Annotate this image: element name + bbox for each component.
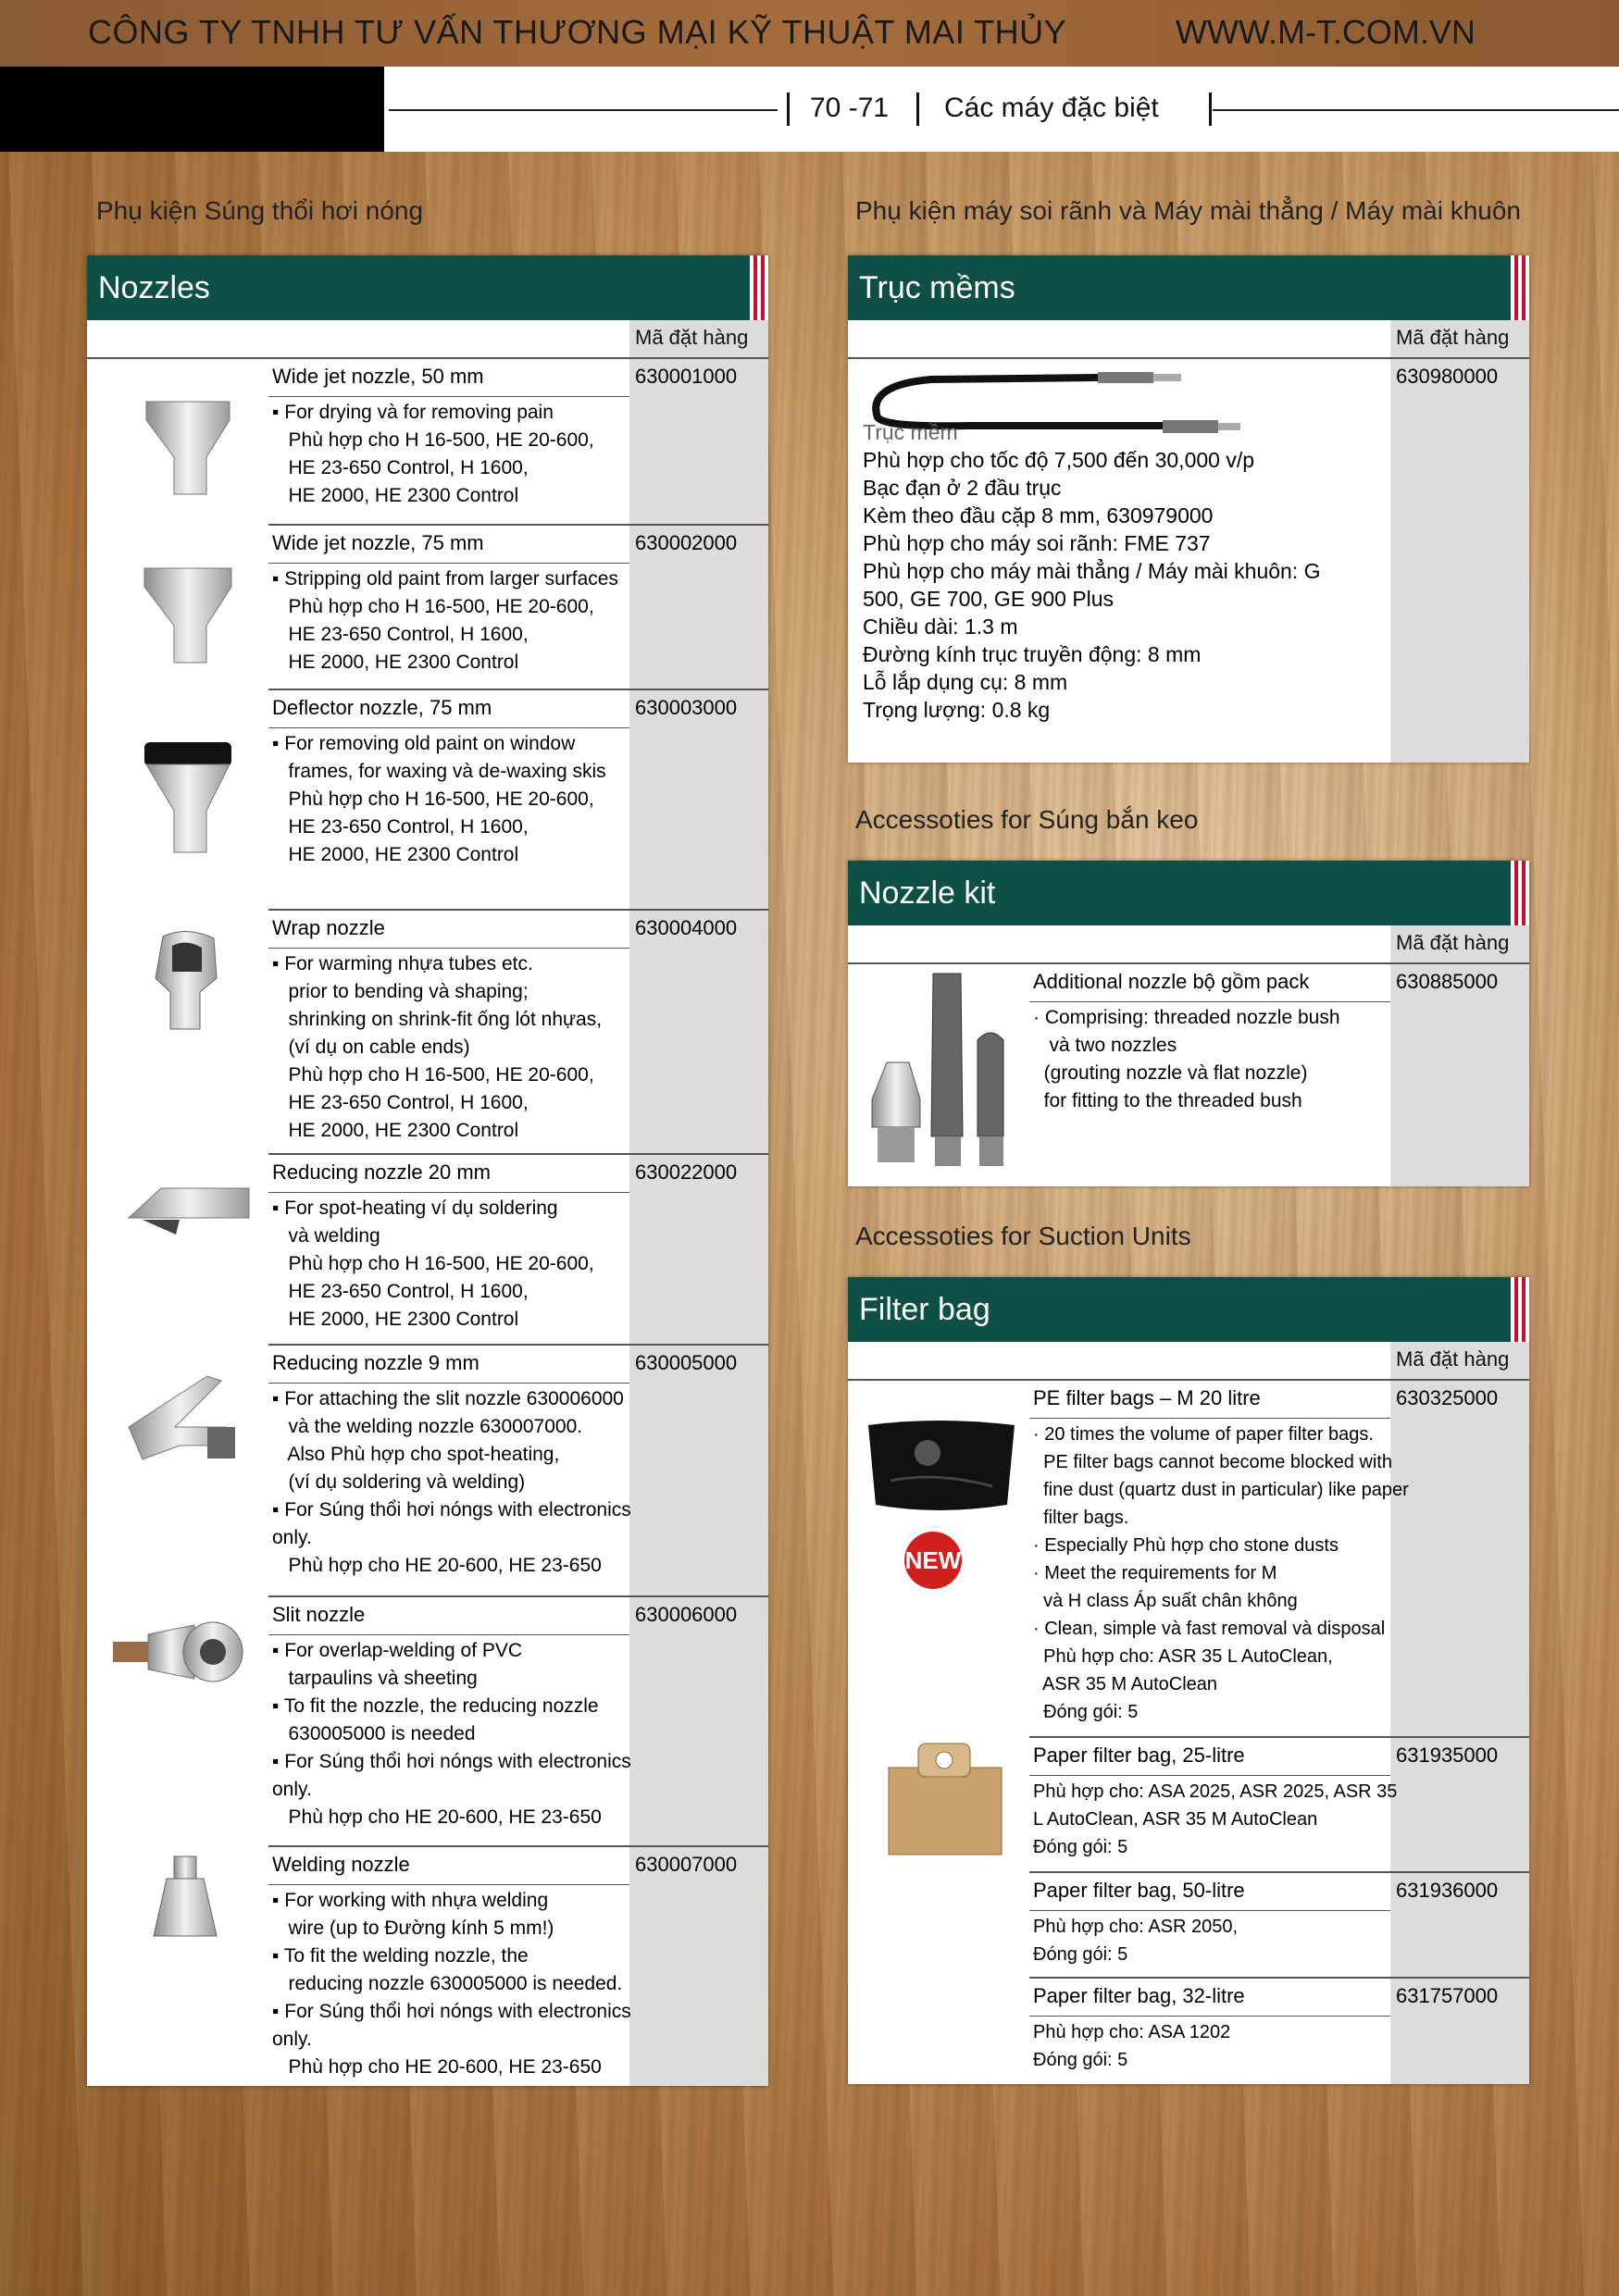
product-description: ▪ For spot-heating ví dụ soldering và welding Phù hợp cho H 16-500, HE 20-600, HE 23-650 Control, H 1600, HE 2000, HE 2300 Control — [272, 1198, 594, 1330]
filter-bag-panel — [848, 1277, 1529, 2084]
product-title: Deflector nozzle, 75 mm — [272, 696, 492, 719]
divider — [1029, 1977, 1529, 1979]
deflector-nozzle-image — [137, 737, 239, 857]
divider — [268, 727, 629, 728]
divider — [268, 1884, 629, 1885]
divider — [848, 1379, 1529, 1381]
product-title: Reducing nozzle 20 mm — [272, 1160, 492, 1184]
slit-nozzle-image — [111, 1607, 250, 1690]
flexible-shaft-panel — [848, 255, 1529, 763]
code-header: Mã đặt hàng — [635, 326, 749, 349]
product-description: Phù hợp cho: ASA 2025, ASR 2025, ASR 35 L AutoClean, ASR 35 M AutoClean Đóng gói: 5 — [1033, 1781, 1398, 1857]
divider — [268, 948, 629, 949]
section-title-heat-gun: Phụ kiện Súng thổi hơi nóng — [96, 196, 424, 225]
header-separator — [916, 93, 919, 126]
panel-title: Nozzles — [98, 270, 210, 305]
product-title: Paper filter bag, 25-litre — [1033, 1744, 1245, 1767]
divider — [268, 689, 768, 690]
header-rule-left — [389, 109, 778, 111]
divider — [1029, 1418, 1390, 1419]
header-rule-right — [1213, 109, 1619, 111]
wrap-nozzle-image — [144, 927, 228, 1038]
product-title: Slit nozzle — [272, 1603, 366, 1626]
divider — [848, 357, 1529, 359]
divider — [268, 909, 768, 911]
order-code: 630022000 — [635, 1160, 738, 1184]
product-description: Phù hợp cho: ASA 1202 Đóng gói: 5 — [1033, 2022, 1231, 2070]
panel-title: Nozzle kit — [859, 875, 996, 911]
product-description: ▪ For removing old paint on window frames, for waxing và de-waxing skis Phù hợp cho H 16-500, HE 20-600, HE 23-650 Control, H 1600, HE 2000, HE 2300 Control — [272, 733, 606, 865]
divider — [1029, 1001, 1390, 1002]
order-code: 631936000 — [1396, 1879, 1499, 1902]
order-code: 630980000 — [1396, 365, 1499, 388]
nozzles-panel — [87, 255, 768, 2086]
page-title: Các máy đặc biệt — [944, 93, 1159, 123]
code-column — [1390, 1342, 1529, 2084]
welding-nozzle-image — [148, 1851, 222, 1943]
product-title: Wide jet nozzle, 50 mm — [272, 365, 484, 388]
product-description: ▪ For working with nhựa welding wire (up to Đường kính 5 mm!) ▪ To fit the welding nozzle, the reducing nozzle 630005000 is needed. ▪ For Súng thổi hơi nóngs with electronics only. Phù hợp cho HE 20-600, HE 23-650 — [272, 1890, 631, 2078]
divider — [268, 396, 629, 397]
website-link[interactable]: WWW.M-T.COM.VN — [1176, 13, 1476, 51]
product-description: ▪ For drying và for removing pain Phù hợp cho H 16-500, HE 20-600, HE 23-650 Control, H 1600, HE 2000, HE 2300 Control — [272, 402, 594, 506]
product-description: ▪ For warming nhựa tubes etc. prior to bending và shaping; shrinking on shrink-fit ống lót nhựas, (ví dụ on cable ends) Phù hợp cho H 16-500, HE 20-600, HE 23-650 Control, H 1600, HE 2000, HE 2300 Control — [272, 953, 603, 1141]
product-title: Additional nozzle bộ gồm pack — [1033, 970, 1310, 993]
product-description: ▪ For attaching the slit nozzle 630006000 và the welding nozzle 630007000. Also Phù hợp cho spot-heating, (ví dụ soldering và welding) ▪ For Súng thổi hơi nóngs with electronics only. Phù hợp cho HE 20-600, HE 23-650 — [272, 1388, 631, 1576]
divider — [1029, 1736, 1529, 1738]
divider — [268, 563, 629, 564]
product-description: Phù hợp cho tốc độ 7,500 đến 30,000 v/p Bạc đạn ở 2 đầu trục Kèm theo đầu cặp 8 mm, 630979000 Phù hợp cho máy soi rãnh: FME 737 Phù hợp cho máy mài thẳng / Máy mài khuôn: G 500, GE 700, GE 900 Plus Chiều dài: 1.3 m Đường kính trục truyền động: 8 mm Lỗ lắp dụng cụ: 8 mm Trọng lượng: 0.8 kg — [863, 448, 1321, 722]
reducing-nozzle-20-image — [124, 1181, 254, 1246]
divider — [268, 524, 768, 526]
code-column — [629, 320, 768, 2086]
order-code: 630001000 — [635, 365, 738, 388]
divider — [848, 962, 1529, 964]
code-column — [1390, 925, 1529, 1186]
order-code: 630006000 — [635, 1603, 738, 1626]
company-name: CÔNG TY TNHH TƯ VẤN THƯƠNG MẠI KỸ THUẬT MAI THỦY — [88, 13, 1067, 51]
wide-jet-nozzle-50-image — [137, 392, 239, 503]
section-title-router: Phụ kiện máy soi rãnh và Máy mài thẳng / Máy mài khuôn — [855, 196, 1522, 225]
order-code: 630007000 — [635, 1853, 738, 1876]
wide-jet-nozzle-75-image — [137, 561, 239, 672]
order-code: 631935000 — [1396, 1744, 1499, 1767]
accent-stripes — [1511, 861, 1529, 925]
accent-stripes — [750, 255, 768, 320]
product-title: PE filter bags – M 20 litre — [1033, 1386, 1261, 1409]
accent-stripes — [1511, 1277, 1529, 1342]
order-code: 630005000 — [635, 1351, 738, 1374]
divider — [268, 1595, 768, 1597]
order-code: 630885000 — [1396, 970, 1499, 993]
reducing-nozzle-9-image — [124, 1362, 254, 1464]
header-black-block — [0, 67, 384, 152]
divider — [268, 1383, 629, 1384]
product-title: Welding nozzle — [272, 1853, 410, 1876]
divider — [268, 1153, 768, 1155]
pe-filter-bag-image — [863, 1416, 1020, 1518]
nozzle-kit-image — [868, 970, 1016, 1173]
divider — [1029, 2016, 1390, 2017]
divider — [1029, 1871, 1529, 1873]
nozzle-kit-panel — [848, 861, 1529, 1186]
product-description: · 20 times the volume of paper filter bags. PE filter bags cannot become blocked with fine dust (quartz dust in particular) like paper filter bags. · Especially Phù hợp cho stone dusts · Meet the requirements for M và H class Áp suất chân không · Clean, simple và fast removal và disposal Phù hợp cho: ASR 35 L AutoClean, ASR 35 M AutoClean Đóng gói: 5 — [1033, 1424, 1409, 1722]
product-label: Trục mềm — [863, 420, 958, 444]
header-separator — [1209, 93, 1212, 126]
panel-header — [848, 255, 1529, 320]
panel-header — [87, 255, 768, 320]
product-description: ▪ For overlap-welding of PVC tarpaulins và sheeting ▪ To fit the nozzle, the reducing nozzle 630005000 is needed ▪ For Súng thổi hơi nóngs with electronics only. Phù hợp cho HE 20-600, HE 23-650 — [272, 1640, 631, 1828]
order-code: 630004000 — [635, 916, 738, 939]
code-header: Mã đặt hàng — [1396, 1347, 1510, 1371]
header-separator — [787, 93, 790, 126]
product-description: · Comprising: threaded nozzle bush và two nozzles (grouting nozzle và flat nozzle) for fitting to the threaded bush — [1033, 1007, 1340, 1111]
product-title: Reducing nozzle 9 mm — [272, 1351, 479, 1374]
divider — [268, 1845, 768, 1847]
panel-header — [848, 1277, 1529, 1342]
product-description: Phù hợp cho: ASR 2050, Đóng gói: 5 — [1033, 1917, 1239, 1965]
code-header: Mã đặt hàng — [1396, 931, 1510, 954]
order-code: 630002000 — [635, 531, 738, 554]
divider — [268, 1344, 768, 1346]
product-title: Wrap nozzle — [272, 916, 385, 939]
divider — [268, 1192, 629, 1193]
section-title-glue-gun: Accessoties for Súng bắn keo — [855, 805, 1199, 834]
code-header: Mã đặt hàng — [1396, 326, 1510, 349]
panel-title: Trục mềms — [859, 270, 1015, 305]
page-numbers: 70 -71 — [810, 93, 890, 123]
panel-title: Filter bag — [859, 1292, 990, 1327]
product-description: ▪ Stripping old paint from larger surfaces Phù hợp cho H 16-500, HE 20-600, HE 23-650 Control, H 1600, HE 2000, HE 2300 Control — [272, 568, 618, 673]
order-code: 630325000 — [1396, 1386, 1499, 1409]
new-badge: NEW — [900, 1527, 966, 1594]
order-code: 630003000 — [635, 696, 738, 719]
divider — [268, 1634, 629, 1635]
divider — [1029, 1910, 1390, 1911]
accent-stripes — [1511, 255, 1529, 320]
divider — [87, 357, 768, 359]
panel-header — [848, 861, 1529, 925]
product-title: Wide jet nozzle, 75 mm — [272, 531, 484, 554]
product-title: Paper filter bag, 50-litre — [1033, 1879, 1245, 1902]
section-title-suction: Accessoties for Suction Units — [855, 1222, 1191, 1250]
product-title: Paper filter bag, 32-litre — [1033, 1984, 1245, 2007]
order-code: 631757000 — [1396, 1984, 1499, 2007]
paper-filter-bag-image — [885, 1740, 1005, 1860]
divider — [1029, 1775, 1390, 1776]
